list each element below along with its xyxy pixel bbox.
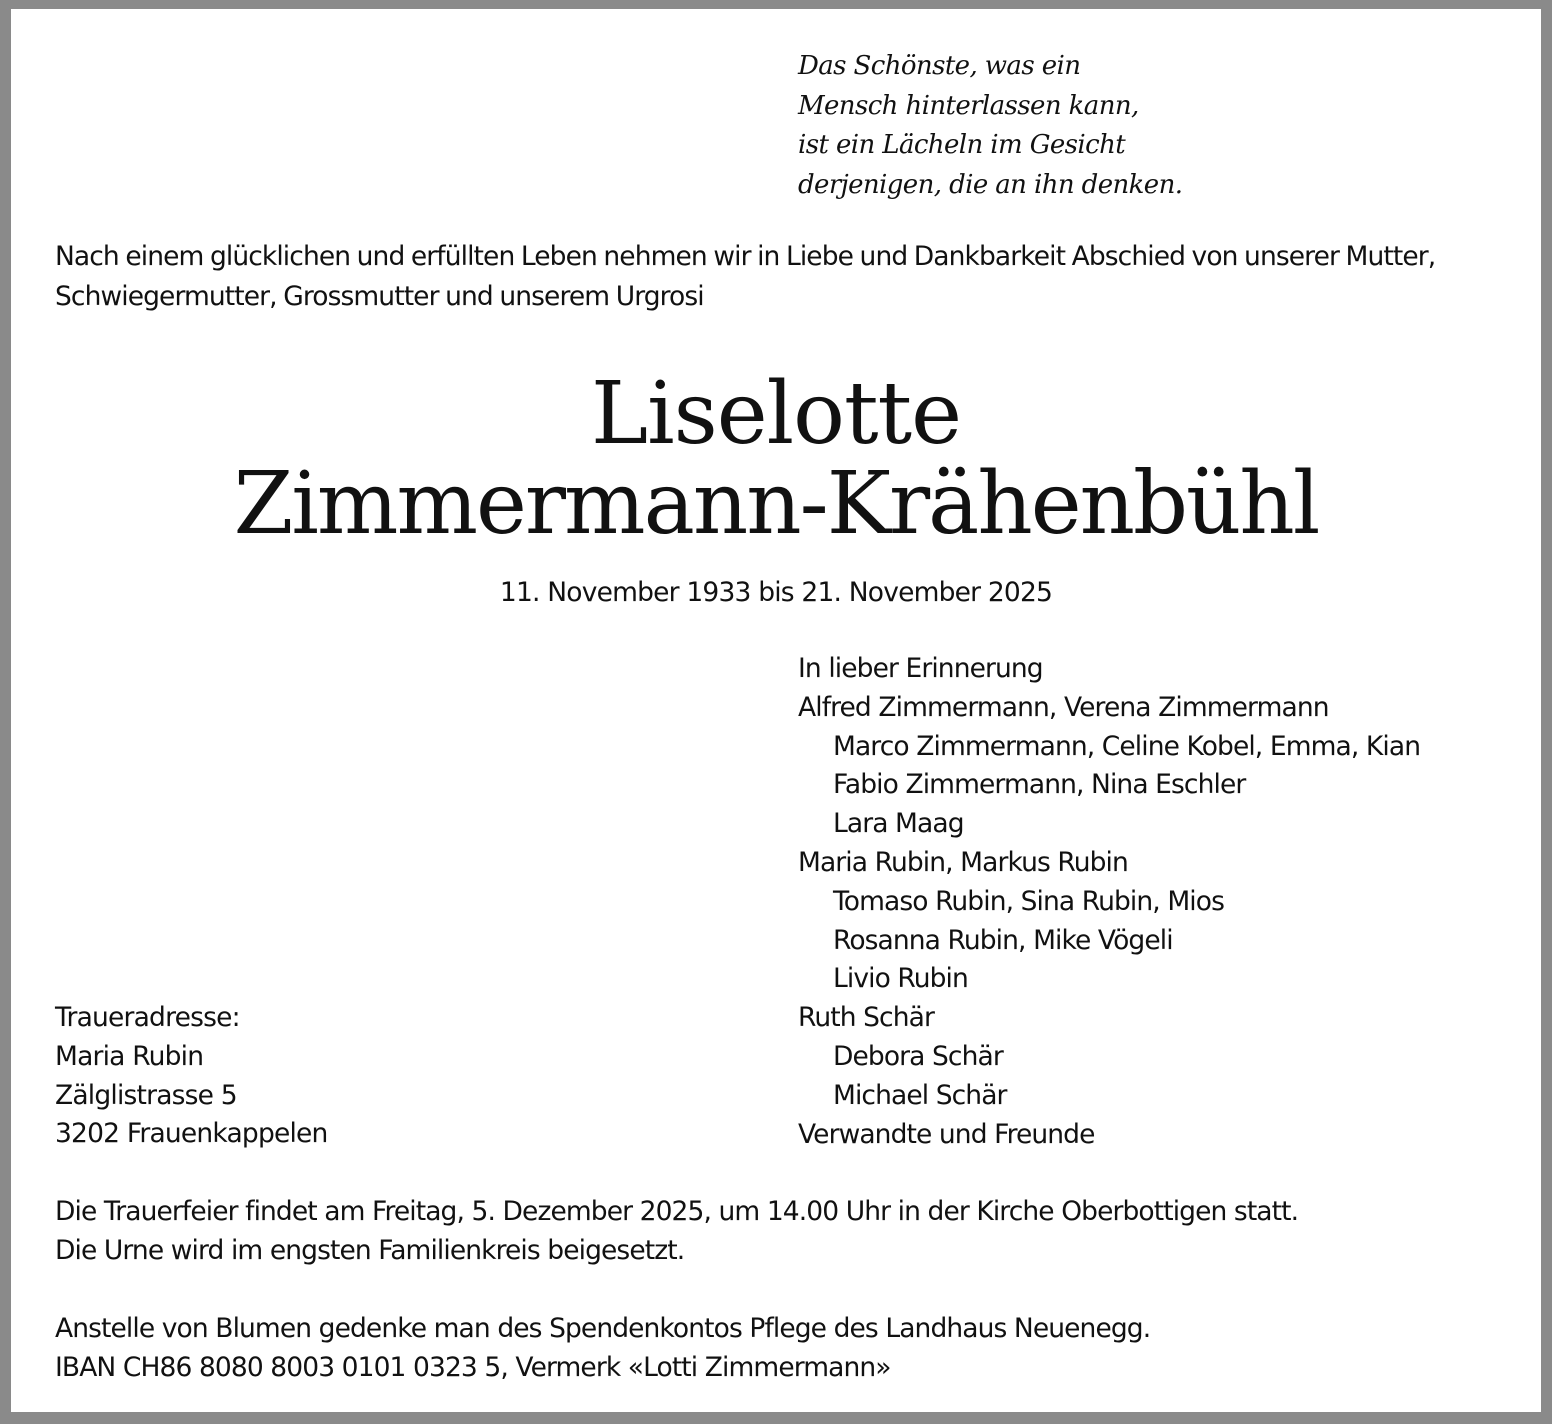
family-member-line: Rosanna Rubin, Mike Vögeli (833, 924, 1173, 956)
life-dates: 11. November 1933 bis 21. November 2025 (499, 577, 1053, 608)
address-city: 3202 Frauenkappelen (55, 1118, 328, 1150)
family-member-line: Maria Rubin, Markus Rubin (798, 846, 1128, 878)
motto-line: Mensch hinterlassen kann, (798, 90, 1139, 121)
family-member-line: Lara Maag (833, 808, 964, 840)
address-street: Zälglistrasse 5 (55, 1079, 237, 1111)
family-member-line: Tomaso Rubin, Sina Rubin, Mios (833, 885, 1224, 917)
motto-line: derjenigen, die an ihn denken. (798, 169, 1183, 200)
intro-paragraph (55, 237, 1435, 317)
family-member-line: Alfred Zimmermann, Verena Zimmermann (798, 691, 1329, 723)
family-member-line: Fabio Zimmermann, Nina Eschler (833, 769, 1246, 801)
deceased-first-name: Liselotte (591, 364, 961, 464)
intro-line: Nach einem glücklichen und erfüllten Leben nehmen wir in Liebe und Dankbarkeit Abschied von unserer Mutter, (55, 241, 1436, 272)
motto-quote (798, 47, 1182, 205)
family-lines (798, 689, 1420, 1155)
family-member-line: Ruth Schär (798, 1002, 934, 1034)
motto-line: ist ein Lächeln im Gesicht (798, 130, 1126, 160)
address-label: Traueradresse: (55, 1002, 240, 1033)
deceased-last-name: Zimmermann-Krähenbühl (233, 454, 1319, 554)
family-member-line: Debora Schär (833, 1040, 1003, 1072)
donation-iban: IBAN CH86 8080 8003 0101 0323 5, Vermerk «Lotti Zimmermann» (55, 1352, 891, 1383)
ceremony-line: Die Urne wird im engsten Familienkreis beigesetzt. (55, 1235, 685, 1266)
ceremony-line: Die Trauerfeier findet am Freitag, 5. Dezember 2025, um 14.00 Uhr in der Kirche Oberbottigen statt. (55, 1196, 1299, 1227)
obituary-notice (11, 9, 1541, 1412)
ceremony-info (55, 1192, 1298, 1270)
address-name: Maria Rubin (55, 1040, 204, 1072)
family-member-line: Marco Zimmermann, Celine Kobel, Emma, Kian (833, 730, 1421, 762)
motto-line: Das Schönste, was ein (798, 51, 1081, 81)
family-member-line: Michael Schär (833, 1079, 1007, 1111)
family-heading: In lieber Erinnerung (798, 653, 1043, 684)
donation-info (55, 1309, 1150, 1387)
mourning-address (55, 999, 328, 1154)
family-list (798, 650, 1420, 1154)
family-member-line: Livio Rubin (833, 963, 968, 995)
donation-line: Anstelle von Blumen gedenke man des Spendenkontos Pflege des Landhaus Neuenegg. (55, 1313, 1151, 1344)
intro-line: Schwiegermutter, Grossmutter und unserem Urgrosi (55, 281, 704, 312)
family-member-line: Verwandte und Freunde (798, 1118, 1095, 1150)
